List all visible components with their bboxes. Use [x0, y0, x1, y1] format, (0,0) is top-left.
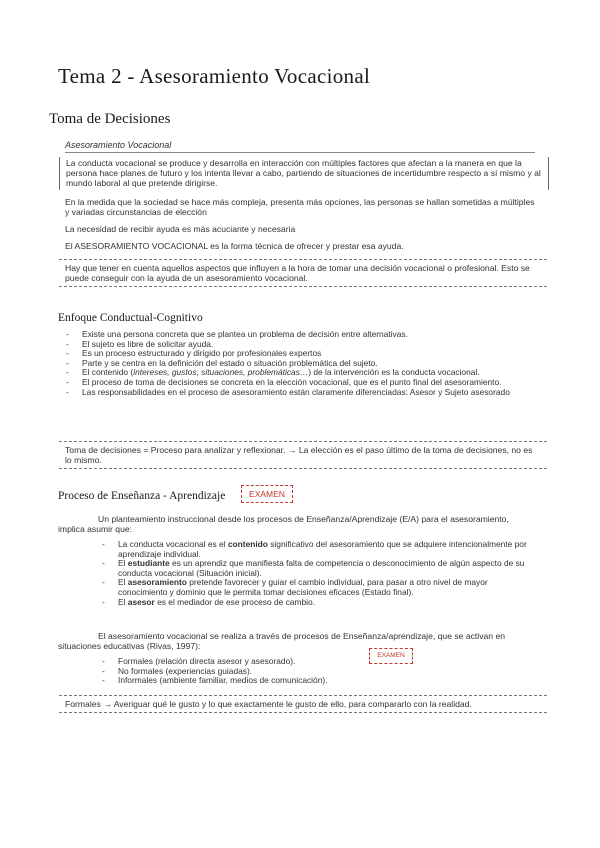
list-item: - Formales (relación directa asesor y asesorado). [100, 657, 370, 667]
paragraph-conducta-vocacional: La conducta vocacional se produce y desarrolla en interacción con múltiples factores que afectan a la manera en que la persona hace planes de futuro y los intenta llevar a cabo, partiendo de situaciones de incertidumbre respecto a sí mismo y al mundo laboral al que pretende dirigirse. [66, 158, 541, 189]
b3-pre: El [118, 577, 128, 588]
note-aspectos: Hay que tener en cuenta aquellos aspectos que influyen a la hora de tomar una decisión vocacional o profesional. Esto se puede conseguir con la ayuda de un asesoramiento vocacional. [65, 263, 530, 284]
item5-pre: El contenido ( [82, 367, 134, 378]
list-item [100, 540, 536, 559]
note-box-3 [59, 695, 547, 713]
subheading-asesoramiento: Asesoramiento Vocacional [65, 140, 535, 153]
paragraph-box-3 [59, 224, 547, 234]
list-item: - Las responsabilidades en el proceso de asesoramiento están claramente diferenciadas: Asesor y Sujeto asesorado [64, 388, 536, 398]
exam-stamp-small: EXAMEN [369, 648, 413, 664]
b1-pre: La conducta vocacional es el [118, 539, 228, 549]
list-item [100, 598, 536, 608]
page-title: Tema 2 - Asesoramiento Vocacional [58, 64, 371, 88]
b4-pre: El [118, 596, 128, 607]
section-heading-enfoque: Enfoque Conductual-Cognitivo [58, 312, 203, 324]
b1-bold: contenido [227, 539, 268, 549]
list-item: - Existe una persona concreta que se plantea un problema de decisión entre alternativas. [64, 330, 536, 340]
situaciones-list [100, 657, 370, 686]
b3-bold: asesoramiento [127, 577, 187, 588]
list-item: - El sujeto es libre de solicitar ayuda. [64, 340, 536, 350]
enfoque-list-wrap [64, 330, 536, 397]
b2-bold: estudiante [127, 558, 170, 569]
paragraph-intro: Un planteamiento instruccional desde los procesos de Enseñanza/Aprendizaje (E/A) para el asesoramiento, implica asumir que: [58, 514, 509, 535]
paragraph-asesoramiento-vocacional: El ASESORAMIENTO VOCACIONAL es la forma técnica de ofrecer y prestar esa ayuda. [65, 241, 404, 251]
ensenanza-list-wrap [100, 540, 536, 607]
note-formales: Formales → Averiguar qué le gusto y lo que exactamente le gusto de ello, para compararlo con la realidad. [65, 699, 472, 709]
item5-post: ) de la intervención es la conducta vocacional. [308, 367, 480, 378]
paragraph-box-4 [59, 241, 547, 251]
note-box-1 [59, 259, 547, 287]
intro-wrap [58, 514, 536, 534]
situaciones-list-wrap [100, 657, 370, 686]
note-toma-decisiones: Toma de decisiones = Proceso para analizar y reflexionar. → La elección es el paso último de la toma de decisiones, no es lo mismo. [65, 445, 533, 466]
ensenanza-list [100, 540, 536, 607]
paragraph-necesidad: La necesidad de recibir ayuda es más acuciante y necesaria [65, 224, 296, 234]
note-box-2 [59, 441, 547, 469]
section-heading-toma-decisiones: Toma de Decisiones [49, 111, 171, 127]
b4-post: es el mediador de ese proceso de cambio. [154, 596, 315, 607]
paragraph-box-1 [59, 157, 549, 190]
list-item: - Parte y se centra en la definición del estado o situación problemática del sujeto. [64, 359, 536, 369]
b1-post: significativo del asesoramiento que se adquiere intencionalmente por aprendizaje individual. [118, 539, 527, 559]
list-item [100, 559, 536, 578]
item5-italic: intereses, gustos, situaciones, problemáticas… [133, 367, 309, 378]
exam-stamp: EXAMEN [241, 485, 293, 503]
list-item [100, 578, 536, 597]
enfoque-list [64, 330, 536, 397]
paragraph-sociedad: En la medida que la sociedad se hace más compleja, presenta más opciones, las personas se hallan sometidas a múltiples y variadas circunstancias de elección [65, 197, 535, 218]
list-item: - Es un proceso estructurado y dirigido por profesionales expertos [64, 349, 536, 359]
b2-pre: El [118, 558, 128, 569]
list-item: - El proceso de toma de decisiones se concreta en la elección vocacional, que es el punto final del asesoramiento. [64, 378, 536, 388]
list-item: - No formales (experiencias guiadas). [100, 667, 370, 677]
p2-wrap [58, 631, 536, 651]
section-heading-ensenanza: Proceso de Enseñanza - Aprendizaje [58, 490, 226, 502]
paragraph-box-2 [59, 197, 547, 217]
b4-bold: asesor [127, 596, 155, 607]
list-item: - Informales (ambiente familiar, medios de comunicación). [100, 676, 370, 686]
paragraph-situaciones: El asesoramiento vocacional se realiza a través de procesos de Enseñanza/aprendizaje, que se activan en situaciones educativas (Rivas, 1997): [58, 631, 506, 652]
b2-post: es un aprendiz que manifiesta falta de competencia o desconocimiento de algún aspecto de su conducta vocacional (Situación inicial). [118, 558, 525, 578]
b3-post: pretende favorecer y guiar el cambio individual, para pasar a otro nivel de mayor conocimiento y dominio que le permita tomar decisiones eficaces (Estado final). [118, 577, 488, 597]
